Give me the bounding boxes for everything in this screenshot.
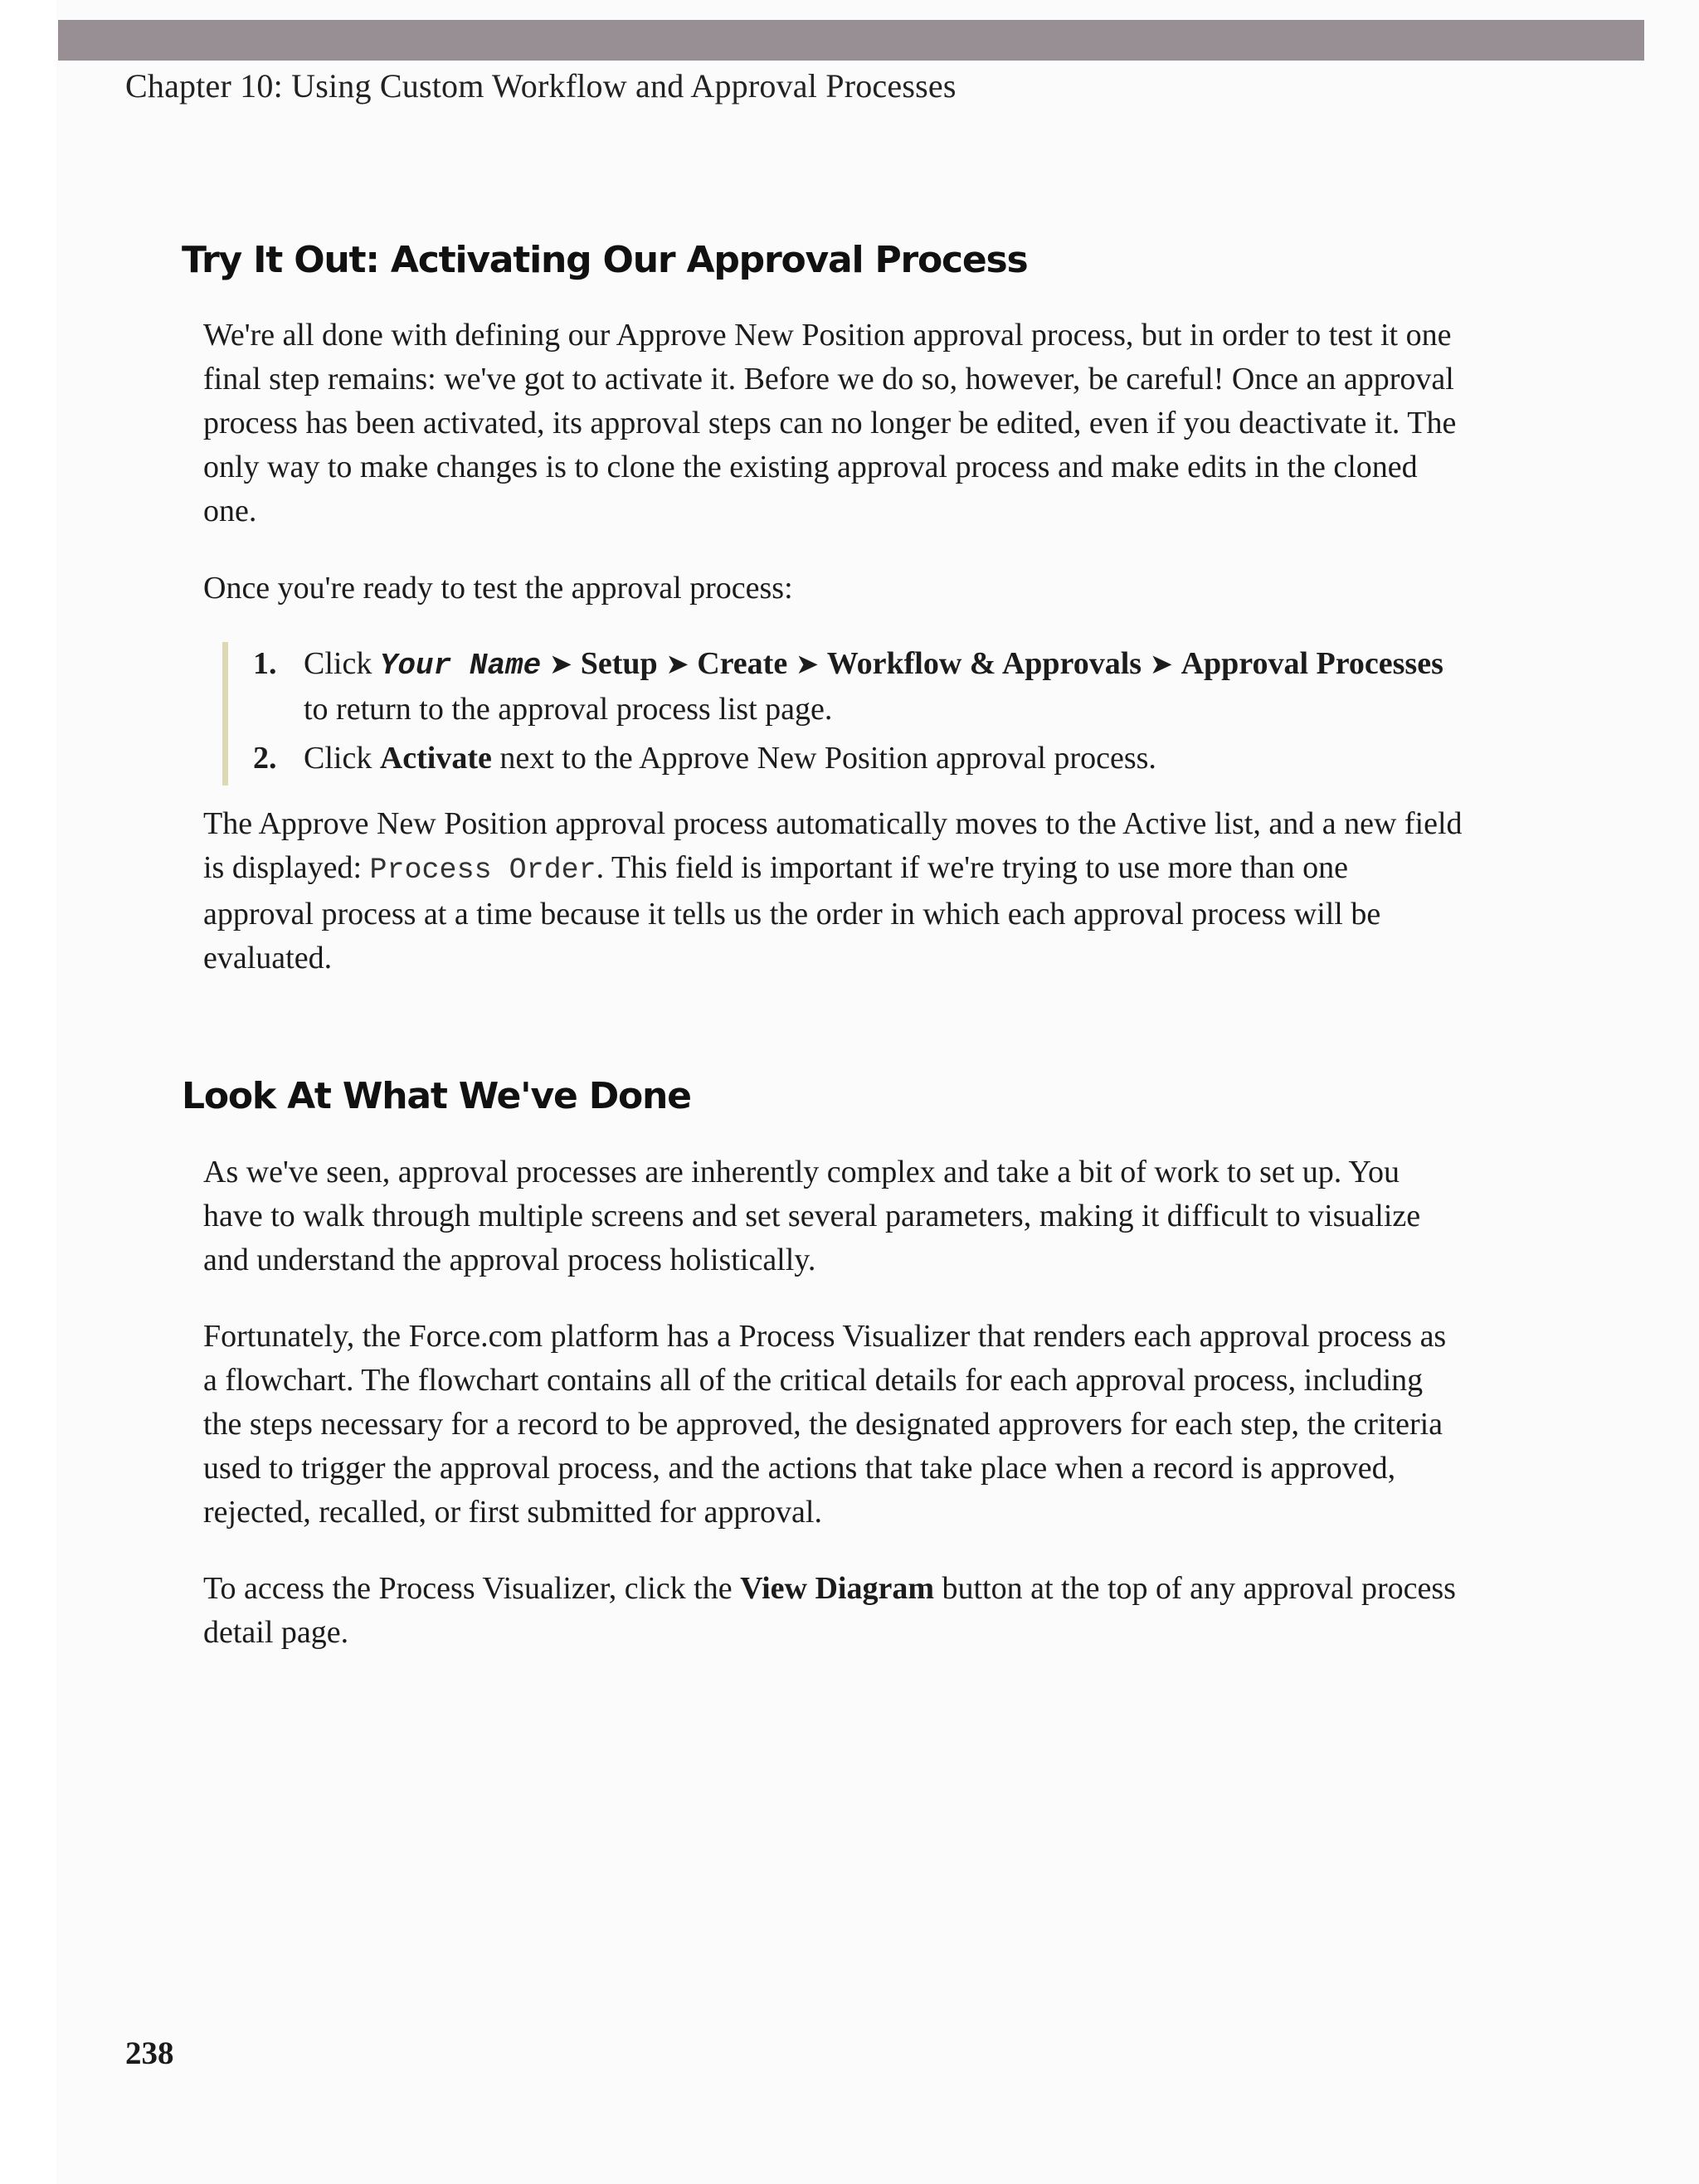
visualizer-intro-paragraph: As we've seen, approval processes are inherently complex and take a bit of work to set up. You have to walk through multiple screens and set several parameters, making it difficult to visualize and understand the approval process holistically.	[203, 1155, 1421, 1277]
running-head: Chapter 10: Using Custom Workflow and Approval Processes	[125, 67, 957, 105]
nav-arrow-icon: ➤	[665, 649, 689, 680]
section-heading-try-it-out: Try It Out: Activating Our Approval Process	[182, 239, 1028, 281]
activate-button-label: Activate	[379, 741, 492, 776]
view-diagram-button-label: View Diagram	[740, 1571, 934, 1606]
intro-paragraph: We're all done with defining our Approve New Position approval process, but in order to test it one final step remains: we've got to activate it. Before we do so, however, be careful! Once an approval process has been activated, its approval steps can no longer be edited, even if you deactivate it. The only way to make changes is to clone the existing approval process and make edits in the cloned one.	[203, 318, 1457, 528]
view-diagram-paragraph	[203, 1567, 1464, 1655]
user-name-menu: Your Name	[379, 649, 542, 683]
after-steps-paragraph	[203, 802, 1464, 980]
view-diagram-text: To access the Process Visualizer, click the	[203, 1571, 741, 1606]
page-number: 238	[125, 2036, 174, 2071]
nav-arrow-icon: ➤	[1149, 649, 1174, 680]
lead-in-paragraph: Once you're ready to test the approval process:	[203, 571, 793, 606]
nav-setup: Setup	[580, 646, 658, 681]
nav-create: Create	[697, 646, 788, 681]
nav-arrow-icon: ➤	[795, 649, 820, 680]
header-bar	[58, 20, 1644, 61]
step-tail: to return to the approval process list page.	[304, 692, 833, 727]
step-number: 2.	[253, 741, 277, 776]
step-number: 1.	[253, 646, 277, 681]
step-item-1	[228, 642, 1473, 732]
step-item-2	[228, 737, 1473, 781]
step-tail: next to the Approve New Position approval process.	[499, 741, 1156, 776]
view-diagram-text-cont: button at the top of any approval process detail page.	[203, 1571, 1456, 1650]
nav-arrow-icon: ➤	[548, 649, 573, 680]
force-platform-paragraph: Fortunately, the Force.com platform has a Process Visualizer that renders each approval process as a flowchart. The flowchart contains all of the critical details for each approval process, including the steps necessary for a record to be approved, the designated approvers for each step, the criteria used to trigger the approval process, and the actions that take place when a record is approved, rejected, recalled, or first submitted for approval.	[203, 1319, 1447, 1530]
step-click-word: Click	[304, 741, 372, 776]
steps-list	[228, 642, 1473, 781]
step-click-word: Click	[304, 646, 372, 681]
nav-approval-processes: Approval Processes	[1181, 646, 1443, 681]
after-steps-text: The Approve New Position approval process automatically moves to the Active list, and a new field is displayed:	[203, 806, 1463, 885]
steps-block	[222, 642, 1473, 786]
process-order-field: Process Order	[369, 854, 596, 887]
section-heading-look-at-what: Look At What We've Done	[182, 1075, 691, 1117]
nav-workflow-approvals: Workflow & Approvals	[826, 646, 1142, 681]
after-steps-text-cont: . This field is important if we're trying to use more than one approval process at a time because it tells us the order in which each approval process will be evaluated.	[203, 850, 1381, 975]
